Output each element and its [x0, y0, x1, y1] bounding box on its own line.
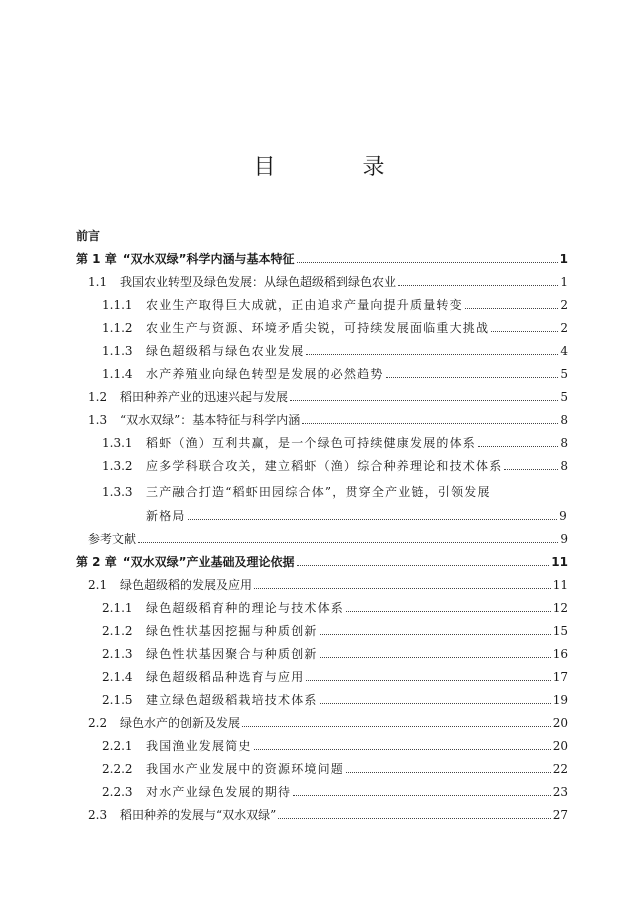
- toc-page-number: 15: [552, 624, 568, 638]
- dot-leader: [320, 634, 551, 635]
- toc-entry-section[interactable]: [76, 411, 568, 428]
- toc-title: 前言: [76, 229, 101, 243]
- dot-leader: [398, 285, 558, 286]
- dot-leader: [306, 680, 550, 681]
- toc-page-number: 27: [552, 808, 568, 822]
- dot-leader: [254, 749, 551, 750]
- dot-leader: [278, 818, 550, 819]
- toc-entry-section[interactable]: [76, 388, 568, 405]
- toc-page-number: 8: [560, 413, 568, 427]
- page-title: 目 录: [253, 155, 425, 180]
- toc-number: 1.3.3: [102, 485, 133, 499]
- toc-entry-continuation[interactable]: [146, 507, 568, 524]
- toc-page-number: 12: [552, 601, 568, 615]
- toc-title: 应多学科联合攻关，建立稻虾（渔）综合种养理论和技术体系: [146, 459, 503, 473]
- toc-number: 1.3.1: [102, 436, 133, 450]
- toc-title: 农业生产与资源、环境矛盾尖锐，可持续发展面临重大挑战: [146, 321, 490, 335]
- toc-page-number: 17: [552, 670, 568, 684]
- dot-leader: [491, 331, 558, 332]
- dot-leader: [242, 726, 551, 727]
- dot-leader: [290, 400, 558, 401]
- toc-page-number: 11: [552, 578, 568, 592]
- toc-entry-subsection[interactable]: [76, 737, 568, 754]
- toc-title: 我国农业转型及绿色发展：从绿色超级稻到绿色农业: [120, 275, 397, 289]
- toc-page-number: 16: [552, 647, 568, 661]
- toc-entry-subsection[interactable]: [76, 760, 568, 777]
- toc-entry-subsection[interactable]: [76, 783, 568, 800]
- toc-page-number: 2: [560, 298, 568, 312]
- toc-title: “双水双绿”：基本特征与科学内涵: [120, 413, 301, 427]
- toc-entry-subsection[interactable]: [76, 342, 568, 359]
- toc-title: 我国渔业发展简史: [146, 739, 252, 753]
- toc-page-number: 5: [560, 367, 568, 381]
- toc-title: 参考文献: [88, 532, 137, 546]
- toc-number: 2.1.3: [102, 647, 133, 661]
- toc-number: 2.1.4: [102, 670, 133, 684]
- toc-title: 建立绿色超级稻栽培技术体系: [146, 693, 318, 707]
- toc-page-number: 4: [560, 344, 568, 358]
- toc-entry-subsection[interactable]: [76, 622, 568, 639]
- toc-number: 2.1: [88, 578, 108, 592]
- dot-leader: [302, 423, 558, 424]
- toc-number: 1.1.3: [102, 344, 133, 358]
- toc-title: 稻田种养产业的迅速兴起与发展: [120, 390, 289, 404]
- toc-title: 水产养殖业向绿色转型是发展的必然趋势: [146, 367, 384, 381]
- toc-entry-subsection[interactable]: [76, 457, 568, 474]
- toc-entry-section[interactable]: [76, 273, 568, 290]
- toc-number: 第 2 章: [76, 555, 117, 569]
- dot-leader: [346, 611, 551, 612]
- dot-leader: [478, 446, 558, 447]
- dot-leader: [465, 308, 559, 309]
- dot-leader: [254, 588, 551, 589]
- toc-number: 2.3: [88, 808, 108, 822]
- toc-page-number: 2: [560, 321, 568, 335]
- dot-leader: [306, 354, 558, 355]
- dot-leader: [293, 795, 551, 796]
- toc-number: 1.3.2: [102, 459, 133, 473]
- dot-leader: [297, 262, 558, 263]
- toc-page-number: 11: [551, 555, 568, 569]
- toc-number: 1.1.2: [102, 321, 133, 335]
- toc-title: 绿色水产的创新及发展: [120, 716, 241, 730]
- toc-entry-section[interactable]: [76, 714, 568, 731]
- toc-entry-subsection[interactable]: [76, 645, 568, 662]
- toc-title: 新格局: [146, 509, 186, 523]
- toc-entry-section[interactable]: [76, 576, 568, 593]
- dot-leader: [320, 657, 551, 658]
- toc-number: 第 1 章: [76, 252, 117, 266]
- toc-entry-subsection[interactable]: [76, 691, 568, 708]
- toc-title: “双水双绿”科学内涵与基本特征: [122, 252, 295, 266]
- toc-entry-subsection[interactable]: [76, 668, 568, 685]
- toc-number: 1.1: [88, 275, 108, 289]
- toc-entry-preface[interactable]: [76, 227, 568, 244]
- toc-title: 绿色超级稻育种的理论与技术体系: [146, 601, 345, 615]
- toc-number: 2.1.5: [102, 693, 133, 707]
- toc-number: 2.2.3: [102, 785, 133, 799]
- dot-leader: [138, 542, 558, 543]
- toc-number: 1.1.4: [102, 367, 133, 381]
- toc-entry-subsection[interactable]: [76, 296, 568, 313]
- dot-leader: [188, 519, 558, 520]
- toc-title: 三产融合打造“稻虾田园综合体”，贯穿全产业链，引领发展: [146, 485, 491, 499]
- toc-entry-references[interactable]: [76, 530, 568, 547]
- toc-title: 绿色性状基因挖掘与种质创新: [146, 624, 318, 638]
- toc-entry-subsection[interactable]: [76, 434, 568, 451]
- toc-entry-subsection[interactable]: [76, 483, 568, 500]
- toc-entry-section[interactable]: [76, 806, 568, 823]
- toc-number: 1.3: [88, 413, 108, 427]
- toc-title: 农业生产取得巨大成就，正由追求产量向提升质量转变: [146, 298, 463, 312]
- toc-entry-subsection[interactable]: [76, 319, 568, 336]
- toc-page-number: 20: [552, 739, 568, 753]
- toc-entry-chapter-2[interactable]: [76, 553, 568, 570]
- toc-entry-subsection[interactable]: [76, 599, 568, 616]
- dot-leader: [346, 772, 551, 773]
- toc-title: 我国水产业发展中的资源环境问题: [146, 762, 345, 776]
- toc-title: 绿色超级稻与绿色农业发展: [146, 344, 305, 358]
- toc-number: 2.1.2: [102, 624, 133, 638]
- toc-page-number: 8: [560, 459, 568, 473]
- toc-page-number: 20: [552, 716, 568, 730]
- toc-number: 1.2: [88, 390, 108, 404]
- toc-title: 稻虾（渔）互利共赢，是一个绿色可持续健康发展的体系: [146, 436, 477, 450]
- toc-number: 2.1.1: [102, 601, 133, 615]
- toc-page-number: 5: [560, 390, 568, 404]
- toc-number: 2.2.2: [102, 762, 133, 776]
- toc-page-number: 9: [560, 532, 568, 546]
- toc-page-number: 22: [552, 762, 568, 776]
- toc-number: 1.1.1: [102, 298, 133, 312]
- toc-title: 稻田种养的发展与“双水双绿”: [120, 808, 277, 822]
- dot-leader: [504, 469, 558, 470]
- toc-page-number: 23: [552, 785, 568, 799]
- toc-page-number: 9: [559, 509, 568, 523]
- toc-page-number: 19: [552, 693, 568, 707]
- toc-title: 绿色性状基因聚合与种质创新: [146, 647, 318, 661]
- toc-title: 对水产业绿色发展的期待: [146, 785, 292, 799]
- toc-page-number: 1: [560, 275, 568, 289]
- toc-title: 绿色超级稻的发展及应用: [120, 578, 253, 592]
- toc-entry-chapter-1[interactable]: [76, 250, 568, 267]
- toc-title: “双水双绿”产业基础及理论依据: [122, 555, 295, 569]
- toc-number: 2.2.1: [102, 739, 133, 753]
- dot-leader: [386, 377, 559, 378]
- toc-title: 绿色超级稻品种选育与应用: [146, 670, 305, 684]
- toc-page-number: 1: [559, 252, 568, 266]
- toc-entry-subsection[interactable]: [76, 365, 568, 382]
- toc-page-number: 8: [560, 436, 568, 450]
- toc-number: 2.2: [88, 716, 108, 730]
- dot-leader: [297, 565, 550, 566]
- dot-leader: [320, 703, 551, 704]
